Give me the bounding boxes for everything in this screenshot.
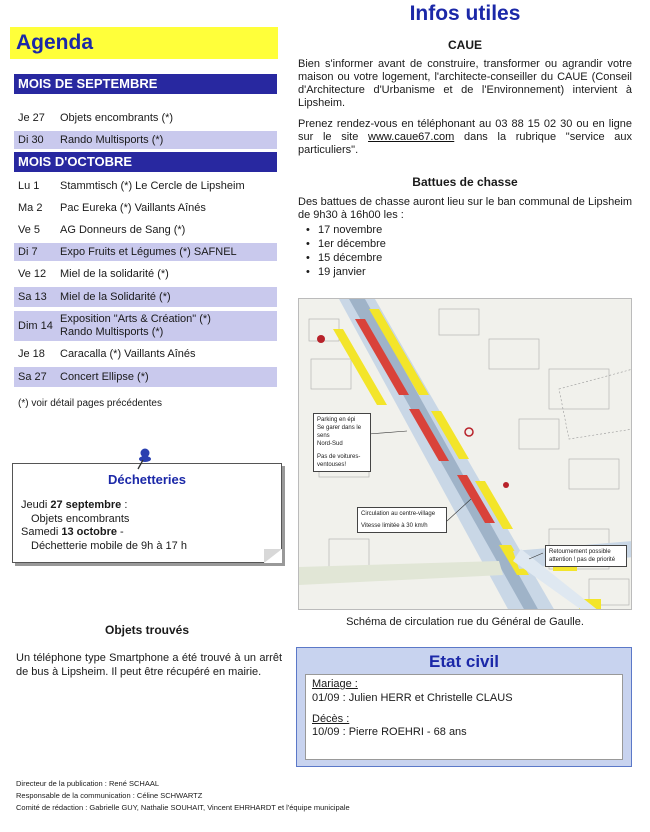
agenda-row: [14, 131, 277, 149]
caue-website-link[interactable]: www.caue67.com: [368, 131, 455, 143]
agenda-event: Stammtisch (*) Le Cercle de Lipsheim: [60, 180, 245, 192]
infos-utiles-title: Infos utiles: [409, 2, 521, 25]
map-label-retournement: Retournement possible attention ! pas de priorité: [545, 545, 627, 567]
deces-label: Décès :: [312, 713, 350, 725]
agenda-event: Expo Fruits et Légumes (*) SAFNEL: [60, 246, 237, 258]
etat-civil-title: Etat civil: [429, 652, 499, 671]
map-caption: Schéma de circulation rue du Général de Gaulle.: [346, 616, 584, 628]
agenda-event: Rando Multisports (*): [60, 134, 164, 146]
agenda-day: Dim 14: [18, 320, 53, 332]
dechetteries-title: Déchetteries: [107, 472, 187, 487]
agenda-row: [14, 287, 277, 307]
list-item: • 19 janvier: [306, 265, 386, 279]
pushpin-icon: [136, 448, 152, 470]
circulation-map: [298, 298, 632, 610]
agenda-event: Miel de la solidarité (*): [60, 268, 169, 280]
agenda-row: [14, 266, 277, 282]
agenda-row: [14, 311, 277, 341]
agenda-event-line: Exposition "Arts & Création" (*): [60, 313, 211, 325]
agenda-event: Concert Ellipse (*): [60, 371, 149, 383]
credits-line: Directeur de la publication : René SCHAAL: [16, 779, 159, 788]
map-label-circulation: Circulation au centre-village Vitesse limitée à 30 km/h: [357, 507, 447, 533]
agenda-day: Lu 1: [18, 180, 40, 192]
agenda-day: Sa 13: [18, 291, 47, 303]
agenda-event: Miel de la Solidarité (*): [60, 291, 171, 303]
list-item: • 1er décembre: [306, 237, 386, 251]
agenda-day: Sa 27: [18, 371, 47, 383]
objets-trouves-text: Un téléphone type Smartphone a été trouvé à un arrêt de bus à Lipsheim. Il peut être récupéré en mairie.: [16, 652, 282, 678]
agenda-day: Di 7: [18, 246, 38, 258]
credits-line: Responsable de la communication : Céline SCHWARTZ: [16, 791, 203, 800]
agenda-day: Ve 5: [18, 224, 41, 236]
agenda-row: [14, 243, 277, 261]
etat-civil-box: [296, 647, 632, 767]
map-label-parking: Parking en épi Se garer dans le sens Nord-Sud Pas de voitures- ventouses!: [313, 413, 371, 472]
agenda-event: AG Donneurs de Sang (*): [60, 224, 186, 236]
agenda-day: Ve 12: [18, 268, 47, 280]
list-item: • 15 décembre: [306, 251, 386, 265]
caue-title: CAUE: [447, 38, 482, 52]
objets-trouves-title: Objets trouvés: [104, 623, 190, 637]
agenda-row: [14, 346, 277, 362]
dechetteries-box: [12, 463, 282, 563]
month-header-september: MOIS DE SEPTEMBRE: [14, 74, 277, 94]
agenda-day: Ma 2: [18, 202, 43, 214]
agenda-row: [14, 367, 277, 387]
mariage-entry: 01/09 : Julien HERR et Christelle CLAUS: [312, 692, 513, 704]
agenda-day: Di 30: [18, 134, 44, 146]
dechetteries-line: Objets encombrants: [31, 513, 130, 525]
agenda-event-line: Rando Multisports (*): [60, 326, 164, 338]
dechetteries-line: Jeudi 27 septembre :: [21, 499, 128, 511]
agenda-footnote: (*) voir détail pages précédentes: [18, 398, 162, 409]
agenda-event: Objets encombrants (*): [60, 112, 174, 124]
agenda-row: [14, 200, 277, 216]
deces-entry: 10/09 : Pierre ROEHRI - 68 ans: [312, 726, 467, 738]
dechetteries-line: Déchetterie mobile de 9h à 17 h: [31, 540, 187, 552]
dechetteries-line: Samedi 13 octobre -: [21, 526, 124, 538]
month-header-october: MOIS D'OCTOBRE: [14, 152, 277, 172]
etat-civil-content: [305, 674, 623, 760]
agenda-day: Je 18: [18, 348, 45, 360]
agenda-row: [14, 110, 277, 126]
agenda-event: Caracalla (*) Vaillants Aînés: [60, 348, 196, 360]
battues-dates-list: [306, 223, 386, 279]
caue-paragraph: Prenez rendez-vous en téléphonant au 03 88 15 02 30 ou en ligne sur le site www.caue67.com dans la rubrique "service aux particuliers".: [298, 118, 632, 156]
battues-title: Battues de chasse: [412, 175, 518, 189]
agenda-event: Pac Eureka (*) Vaillants Aînés: [60, 202, 206, 214]
agenda-row: [14, 222, 277, 238]
agenda-day: Je 27: [18, 112, 45, 124]
agenda-event: [60, 313, 277, 339]
list-item: • 17 novembre: [306, 223, 386, 237]
mariage-label: Mariage :: [312, 678, 358, 690]
caue-paragraph: Bien s'informer avant de construire, transformer ou agrandir votre maison ou votre logement, l'architecte-conseiller du CAUE (Conseil d'Architecture d'Urbanisme et de l'Environnement) intervient à Lipsheim.: [298, 58, 632, 109]
agenda-title: Agenda: [10, 27, 278, 59]
agenda-row: [14, 178, 277, 194]
credits-line: Comité de rédaction : Gabrielle GUY, Nathalie SOUHAIT, Vincent EHRHARDT et l'équipe municipale: [16, 803, 350, 812]
battues-text: Des battues de chasse auront lieu sur le ban communal de Lipsheim de 9h30 à 16h00 les :: [298, 196, 632, 221]
page-curl: [264, 549, 282, 563]
